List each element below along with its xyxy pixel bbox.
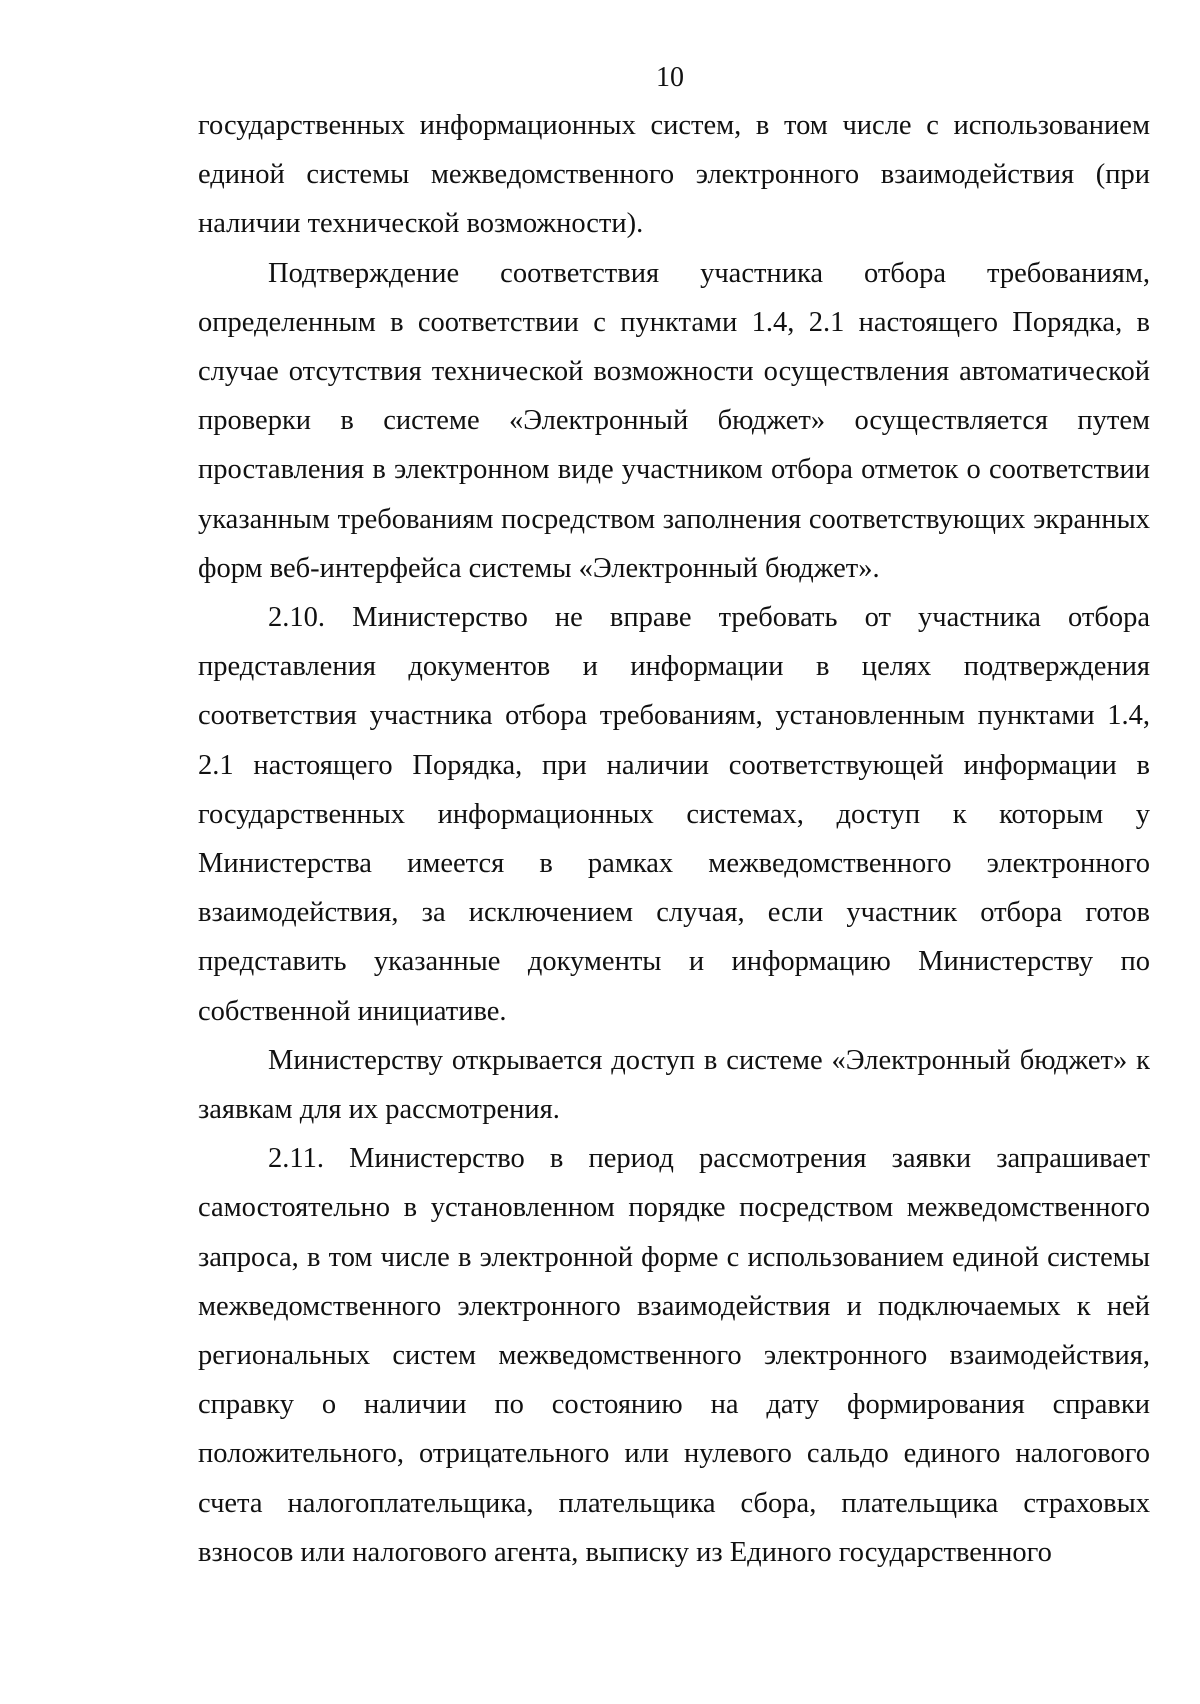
page-number: 10 bbox=[656, 62, 684, 93]
paragraph-continuation: государственных информационных систем, в том числе с использованием единой системы межведомственного электронного взаимодействия (при наличии технической возможности). bbox=[198, 110, 1150, 240]
paragraph-access: Министерству открывается доступ в системе «Электронный бюджет» к заявкам для их рассмотрения. bbox=[198, 1044, 1150, 1126]
paragraph-clause-2-11: 2.11. Министерство в период рассмотрения заявки запрашивает самостоятельно в установленном порядке посредством межведомственного запроса, в том числе в электронной форме с использованием единой системы межведомственного электронного взаимодействия и подключаемых к ней региональных систем межведомственного электронного взаимодействия, справку о наличии по состоянию на дату формирования справки положительного, отрицательного или нулевого сальдо единого налогового счета налогоплательщика, плательщика сбора, плательщика страховых взносов или налогового агента, выписку из Единого государственного bbox=[198, 1143, 1150, 1568]
document-body bbox=[198, 101, 1150, 1577]
paragraph-confirmation: Подтверждение соответствия участника отбора требованиям, определенным в соответствии с пунктами 1.4, 2.1 настоящего Порядка, в случае отсутствия технической возможности осуществления автоматической проверки в системе «Электронный бюджет» осуществляется путем проставления в электронном виде участником отбора отметок о соответствии указанным требованиям посредством заполнения соответствующих экранных форм веб-интерфейса системы «Электронный бюджет». bbox=[198, 257, 1150, 584]
paragraph-clause-2-10: 2.10. Министерство не вправе требовать от участника отбора представления документов и информации в целях подтверждения соответствия участника отбора требованиям, установленным пунктами 1.4, 2.1 настоящего Порядка, при наличии соответствующей информации в государственных информационных системах, доступ к которым у Министерства имеется в рамках межведомственного электронного взаимодействия, за исключением случая, если участник отбора готов представить указанные документы и информацию Министерству по собственной инициативе. bbox=[198, 602, 1150, 1027]
